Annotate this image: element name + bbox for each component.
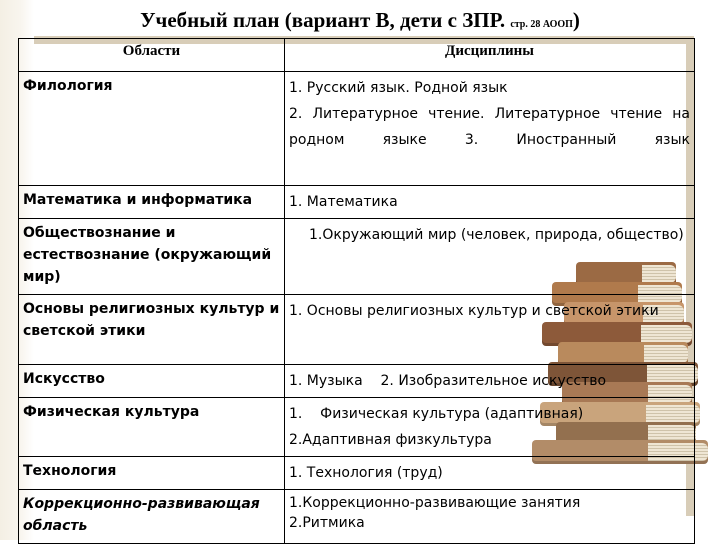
discipline-line: 1.Коррекционно-развивающие занятия <box>289 495 581 511</box>
area-cell: Физическая культура <box>19 398 285 457</box>
area-cell: Обществознание и естествознание (окружающий мир) <box>19 219 285 295</box>
table-row <box>19 219 695 295</box>
discipline-line: 1. Основы религиозных культур и светской этики <box>289 303 659 319</box>
discipline-line: 1. Музыка 2. Изобразительное искусство <box>289 373 607 389</box>
table-row <box>19 398 695 457</box>
title-main: Учебный план (вариант В, дети с ЗПР. <box>140 8 506 32</box>
discipline-line: 1.Окружающий мир (человек, природа, общество) <box>309 227 684 243</box>
area-cell: Математика и информатика <box>19 186 285 219</box>
area-cell: Технология <box>19 457 285 490</box>
discipline-line: 1. Русский язык. Родной язык <box>289 80 508 96</box>
disciplines-cell <box>285 295 695 365</box>
area-cell: Филология <box>19 72 285 186</box>
area-cell: Искусство <box>19 365 285 398</box>
disciplines-cell <box>285 219 695 295</box>
disciplines-cell <box>285 490 695 544</box>
table-row <box>19 490 695 544</box>
discipline-line: 2.Ритмика <box>289 515 365 531</box>
header-areas: Области <box>19 39 285 72</box>
title-page-ref: стр. 28 АООП <box>510 19 573 30</box>
table-row <box>19 72 695 186</box>
discipline-line: 2. Литературное чтение. Литературное чтение на родном языке 3. Иностранный язык <box>289 106 690 148</box>
table-header-row <box>19 39 695 72</box>
header-disciplines: Дисциплины <box>285 39 695 72</box>
disciplines-cell <box>285 457 695 490</box>
table-row <box>19 457 695 490</box>
disciplines-cell <box>285 365 695 398</box>
curriculum-table <box>18 38 695 544</box>
slide-title <box>0 8 720 33</box>
area-cell: Основы религиозных культур и светской этики <box>19 295 285 365</box>
disciplines-cell <box>285 398 695 457</box>
table-row <box>19 186 695 219</box>
table-row <box>19 295 695 365</box>
title-close-paren: ) <box>572 8 580 32</box>
area-cell: Коррекционно-развивающая область <box>19 490 285 544</box>
table-row <box>19 365 695 398</box>
discipline-line: 1. Физическая культура (адаптивная) <box>289 406 584 422</box>
discipline-line: 1. Технология (труд) <box>289 465 443 481</box>
discipline-line: 1. Математика <box>289 194 398 210</box>
disciplines-cell <box>285 72 695 186</box>
disciplines-cell <box>285 186 695 219</box>
discipline-line: 2.Адаптивная физкультура <box>289 432 492 448</box>
